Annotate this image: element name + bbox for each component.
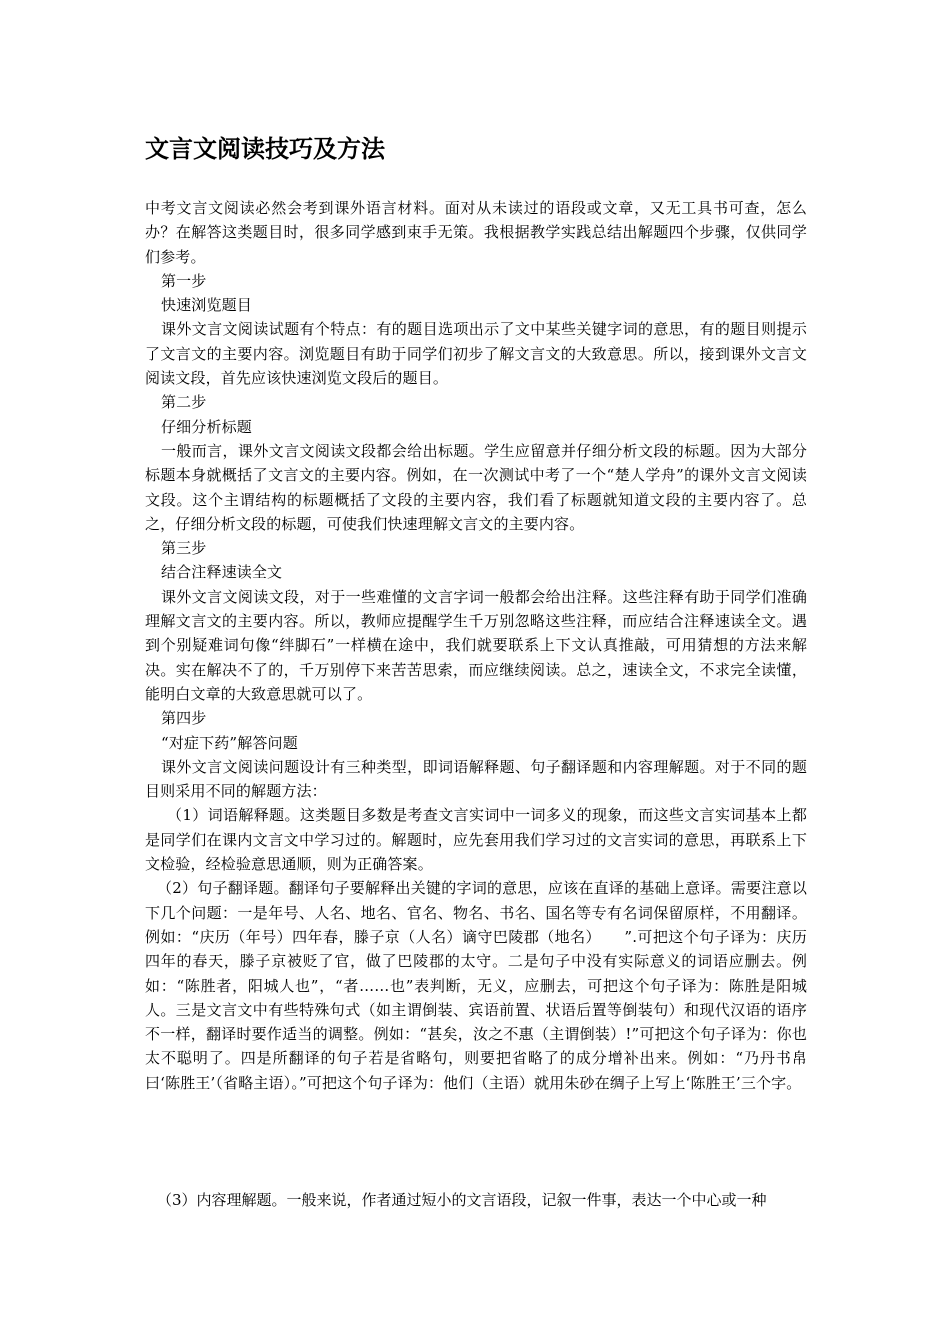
- intro-paragraph: 中考文言文阅读必然会考到课外语言材料。面对从未读过的语段或文章，又无工具书可查，怎么办？在解答这类题目时，很多同学感到束手无策。我根据教学实践总结出解题四个步骤，仅供同学们参考。: [145, 199, 807, 266]
- step-1-heading: 第一步: [161, 271, 207, 290]
- step-2-paragraph: 一般而言，课外文言文阅读文段都会给出标题。学生应留意并仔细分析文段的标题。因为大部分标题本身就概括了文言文的主要内容。例如，在一次测试中考了一个“楚人学舟”的课外文言文阅读文段。这个主谓结构的标题概括了文段的主要内容，我们看了标题就知道文段的主要内容了。总之，仔细分析文段的标题，可使我们快速理解文言文的主要内容。: [145, 441, 807, 533]
- step-4-paragraph: 课外文言文阅读问题设计有三种类型，即词语解释题、句子翻译题和内容理解题。对于不同的题目则采用不同的解题方法：: [145, 757, 807, 801]
- document-body: [145, 196, 807, 1095]
- step-3-paragraph: 课外文言文阅读文段，对于一些难懂的文言字词一般都会给出注释。这些注释有助于同学们准确理解文言文的主要内容。所以，教师应提醒学生千万别忽略这些注释，而应结合注释速读全文。遇到个别疑难词句像“绊脚石”一样横在途中，我们就要联系上下文认真推敲，可用猜想的方法来解决。实在解决不了的，千万别停下来苦苦思索，而应继续阅读。总之，速读全文，不求完全读懂，能明白文章的大致意思就可以了。: [145, 587, 807, 703]
- document-title: 文言文阅读技巧及方法: [145, 134, 385, 163]
- step-3-subtitle: 结合注释速读全文: [161, 563, 283, 582]
- word-explanation-paragraph: （1）词语解释题。这类题目多数是考查文言实词中一词多义的现象，而这些文言实词基本上都是同学们在课内文言文中学习过的。解题时，应先套用我们学习过的文言实词的意思，再联系上下文检验，经检验意思通顺，则为正确答案。: [145, 806, 807, 874]
- content-comprehension-paragraph: （3）内容理解题。一般来说，作者通过短小的文言语段，记叙一件事，表达一个中心或一种: [157, 1191, 767, 1209]
- step-2-subtitle: 仔细分析标题: [161, 417, 252, 436]
- step-4-subtitle: “对症下药”解答问题: [161, 733, 298, 752]
- step-1-subtitle: 快速浏览题目: [161, 296, 252, 315]
- step-2-heading: 第二步: [161, 393, 207, 412]
- step-1-paragraph: 课外文言文阅读试题有个特点：有的题目选项出示了文中某些关键字词的意思，有的题目则提示了文言文的主要内容。浏览题目有助于同学们初步了解文言文的大致意思。所以，接到课外文言文阅读文段，首先应该快速浏览文段后的题目。: [145, 320, 807, 388]
- step-3-heading: 第三步: [161, 539, 207, 558]
- step-4-heading: 第四步: [161, 709, 207, 728]
- sentence-translation-paragraph: （2）句子翻译题。翻译句子要解释出关键的字词的意思，应该在直译的基础上意译。需要注意以下几个问题：一是年号、人名、地名、官名、物名、书名、国名等专有名词保留原样，不用翻译。例如：“庆历（年号）四年春，滕子京（人名）谪守巴陵郡（地名） ”.可把这个句子译为：庆历四年的春天，滕子京被贬了官，做了巴陵郡的太守。二是句子中没有实际意义的词语应删去。例如：“陈胜者，阳城人也”，“者……也”表判断，无义，应删去，可把这个句子译为：陈胜是阳城人。三是文言文中有些特殊句式（如主谓倒装、宾语前置、状语后置等倒装句）和现代汉语的语序不一样，翻译时要作适当的调整。例如：“甚矣，汝之不惠（主谓倒装）!”可把这个句子译为：你也太不聪明了。四是所翻译的句子若是省略句，则要把省略了的成分增补出来。例如：“乃丹书帛曰‘陈胜王’（省略主语）。”可把这个句子译为：他们（主语）就用朱砂在绸子上写上‘陈胜王’三个字。: [145, 879, 807, 1092]
